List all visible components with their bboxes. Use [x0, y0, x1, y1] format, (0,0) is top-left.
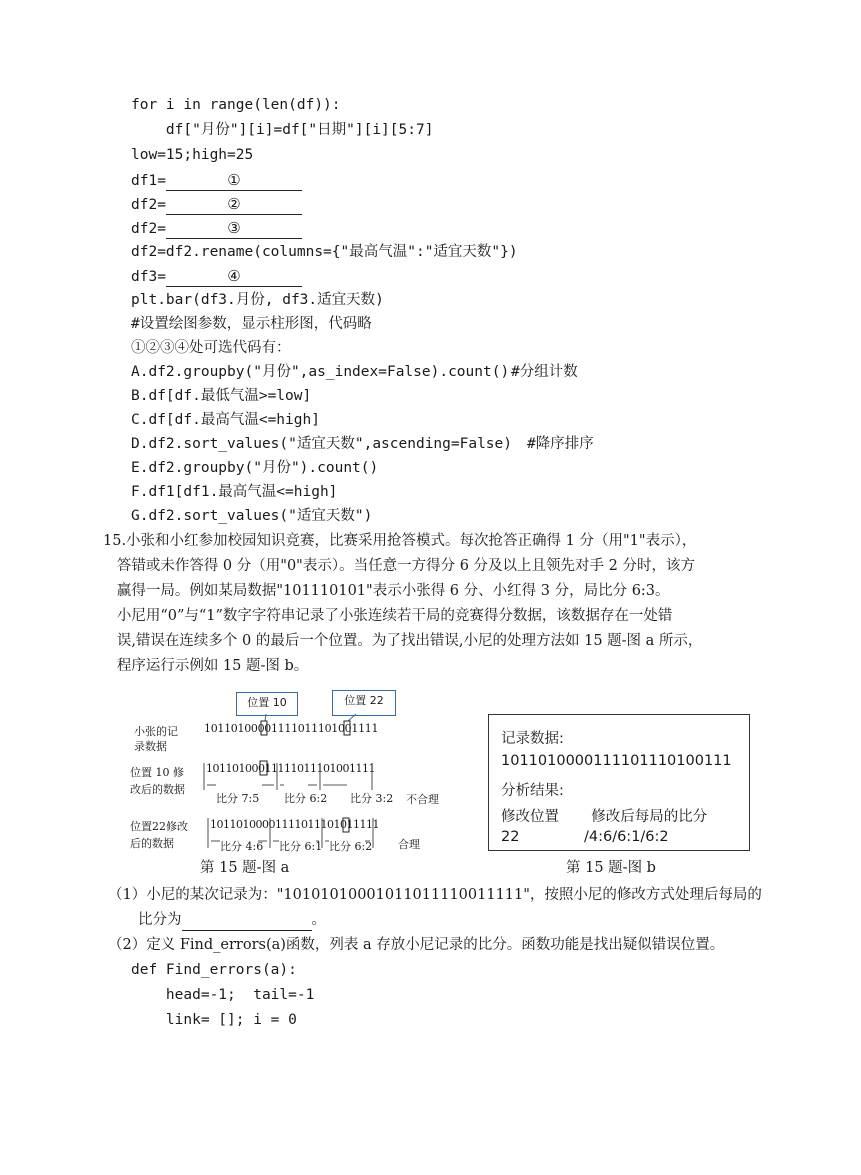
row3-result: 合理	[398, 838, 420, 851]
comment-line: #设置绘图参数，显示柱形图，代码略	[131, 316, 372, 332]
row2-label: 位置 10 修 改后的数据	[130, 766, 185, 796]
sub2-code-line: head=-1; tail=-1	[131, 987, 315, 1003]
row3-score: 比分 6:2	[329, 840, 373, 853]
option-c: C.df[df.最高气温<=high]	[131, 412, 320, 428]
blank-line-4	[131, 266, 302, 287]
option-e: E.df2.groupby("月份").count()	[131, 460, 379, 476]
options-intro: ①②③④处可选代码有：	[131, 340, 291, 356]
sub1-line1: （1）小尼的某次记录为："10101010001011011110011111"，按照小尼的修改方式处理后每局的	[108, 887, 762, 903]
row1-data: 10110100001111011101001111	[204, 722, 379, 735]
q15-line: 15.小张和小红参加校园知识竞赛，比赛采用抢答模式。每次抢答正确得 1 分（用"1"表示），	[103, 533, 697, 549]
option-b: B.df[df.最低气温>=low]	[131, 388, 312, 404]
code-line: for i in range(len(df)):	[131, 97, 341, 113]
blank-line-3	[131, 218, 302, 239]
q15-line: 误,错误在连续多个 0 的最后一个位置。为了找出错误,小尼的处理方法如 15 题-图 a 所示，	[103, 633, 703, 649]
sub1-prefix: 比分为	[138, 912, 182, 928]
callout-position-22: 位置 22	[332, 690, 396, 716]
row1-label: 小张的记 录数据	[134, 725, 178, 753]
blank-prefix: df1=	[131, 173, 166, 189]
answer-blank-4[interactable]: ④	[166, 266, 302, 287]
sub1-suffix: 。	[311, 912, 326, 928]
row2-score: 比分 6:2	[284, 792, 328, 805]
figure-b-box	[488, 714, 750, 851]
row3-data: 10110100001111011101011111	[210, 818, 379, 831]
row2-score: 比分 7:5	[216, 792, 260, 805]
row3-label: 位置22修改 后的数据	[130, 820, 188, 850]
rename-line: df2=df2.rename(columns={"最高气温":"适宜天数"})	[131, 244, 518, 260]
figure-b-caption: 第 15 题-图 b	[566, 860, 656, 876]
option-comment: #分组计数	[511, 364, 578, 380]
answer-blank-3[interactable]: ③	[166, 218, 302, 239]
option-g: G.df2.sort_values("适宜天数")	[131, 508, 373, 524]
option-text: D.df2.sort_values("适宜天数",ascending=False)	[131, 436, 512, 452]
sub2-code-line: link= []; i = 0	[131, 1012, 297, 1028]
blank-line-1	[131, 170, 302, 191]
row2-score: 比分 3:2	[350, 792, 394, 805]
figure-b-line: 分析结果:	[501, 783, 564, 799]
sub2-code-line: def Find_errors(a):	[131, 962, 297, 978]
q15-line: 程序运行示例如 15 题-图 b。	[103, 658, 309, 674]
blank-line-2	[131, 194, 302, 215]
option-d	[131, 434, 594, 454]
figure-b-line: 记录数据:	[501, 731, 564, 747]
q15-line: 答错或未作答得 0 分（用"0"表示）。当任意一方得分 6 分及以上且领先对手 2 分时，该方	[103, 558, 695, 574]
code-line: df["月份"][i]=df["日期"][i][5:7]	[131, 122, 434, 138]
figure-b-line: 22 /4:6/6:1/6:2	[501, 829, 669, 845]
option-a	[131, 362, 578, 382]
answer-blank-1[interactable]: ①	[166, 170, 302, 191]
q15-line: 赢得一局。例如某局数据"101110101"表示小张得 6 分、小红得 3 分，局比分 6:3。	[103, 583, 670, 599]
blank-prefix: df2=	[131, 221, 166, 237]
sub2-line1: （2）定义 Find_errors(a)函数，列表 a 存放小尼记录的比分。函数功能是找出疑似错误位置。	[108, 937, 725, 953]
figure-b-line: 修改位置 修改后每局的比分	[501, 809, 708, 825]
row2-data: 10110100011111011101001111	[206, 762, 375, 775]
option-f: F.df1[df1.最高气温<=high]	[131, 484, 338, 500]
sub1-answer-blank[interactable]	[182, 910, 312, 931]
code-line: low=15;high=25	[131, 147, 254, 163]
blank-prefix: df2=	[131, 197, 166, 213]
figure-b-line: 1011010000111101110100111	[501, 753, 732, 769]
blank-prefix: df3=	[131, 269, 166, 285]
row3-score: 比分 6:1	[279, 840, 323, 853]
option-text: A.df2.groupby("月份",as_index=False).count()	[131, 364, 510, 380]
callout-position-10: 位置 10	[236, 692, 298, 716]
figure-a	[130, 688, 450, 868]
row3-score: 比分 4:6	[220, 840, 264, 853]
plot-line: plt.bar(df3.月份, df3.适宜天数)	[131, 292, 384, 308]
row2-result: 不合理	[406, 793, 439, 806]
q15-line: 小尼用“0”与“1”数字字符串记录了小张连续若干局的竞赛得分数据，该数据存在一处错	[103, 608, 673, 624]
sub1-line2	[138, 910, 326, 931]
answer-blank-2[interactable]: ②	[166, 194, 302, 215]
figure-a-caption: 第 15 题-图 a	[200, 860, 290, 876]
option-comment: #降序排序	[527, 436, 594, 452]
